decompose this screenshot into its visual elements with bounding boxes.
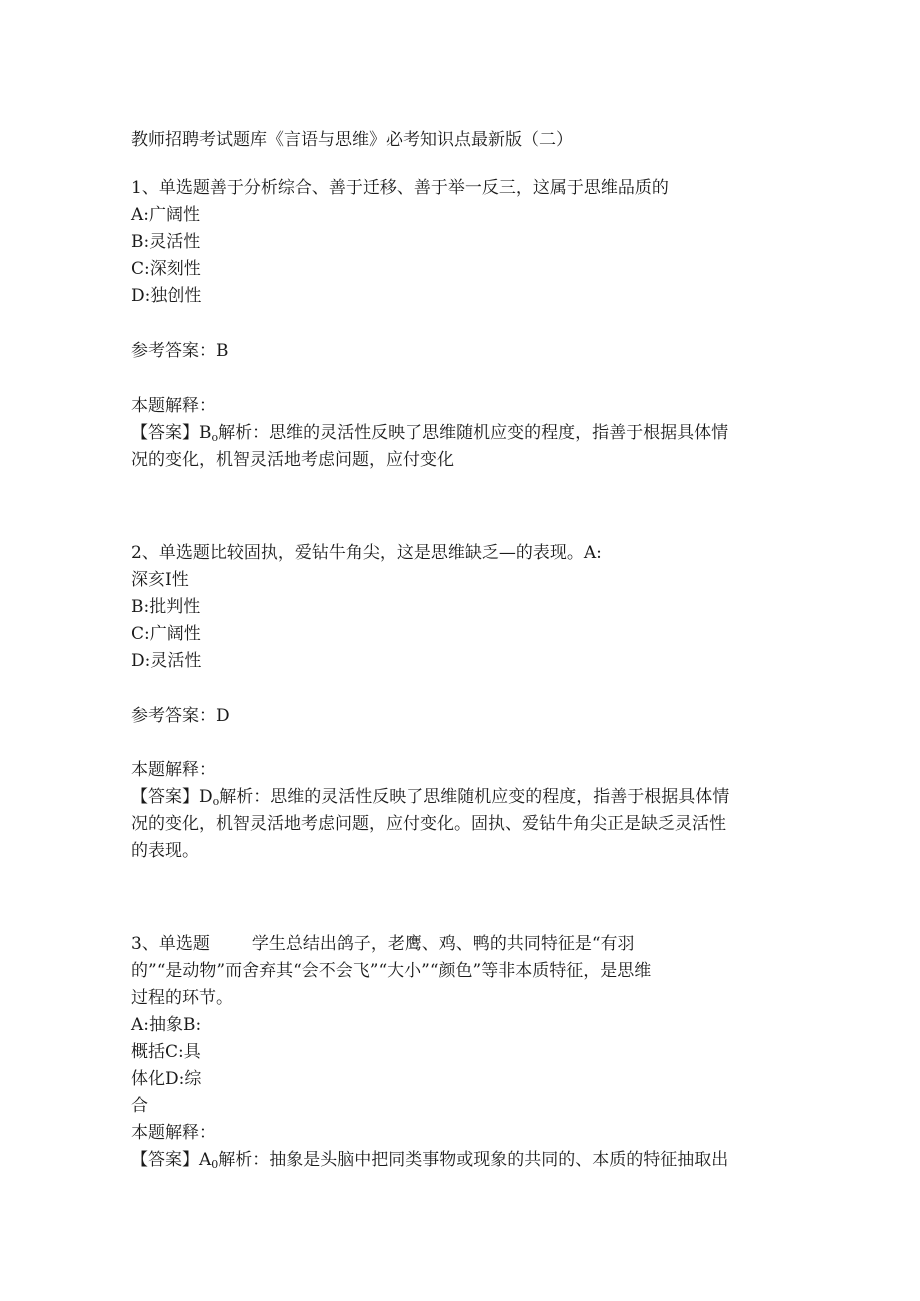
q1-option-a: A:广阔性 bbox=[131, 205, 201, 225]
q3-answer-tag-sub: 0 bbox=[211, 1158, 219, 1171]
q2-option-b: B:批判性 bbox=[131, 597, 201, 617]
q2-answer: 参考答案：D bbox=[131, 706, 230, 726]
q1-explain-line-2: 况的变化，机智灵活地考虑问题，应付变化 bbox=[131, 450, 454, 470]
q3-stem-head: 3、单选题 bbox=[131, 934, 210, 954]
q3-stem-line-1 bbox=[131, 933, 635, 955]
q1-explain-line-1 bbox=[131, 422, 728, 444]
q2-explain-line-3: 的表现。 bbox=[131, 841, 199, 861]
q2-answer-tag: 【答案】D bbox=[131, 787, 213, 807]
q2-stem-line-1: 2、单选题比较固执，爱钻牛角尖，这是思维缺乏—的表现。A: bbox=[131, 543, 602, 563]
q3-options-line-3: 体化D:综 bbox=[131, 1069, 202, 1089]
q2-explain-line-1 bbox=[131, 786, 729, 808]
q3-stem-line-3: 过程的环节。 bbox=[131, 988, 233, 1008]
q1-option-b: B:灵活性 bbox=[131, 232, 201, 252]
q3-explain-text-1: 解析：抽象是头脑中把同类事物或现象的共同的、本质的特征抽取出 bbox=[218, 1150, 729, 1170]
q3-stem-text-1: 学生总结出鸽子，老鹰、鸡、鸭的共同特征是“有羽 bbox=[251, 934, 635, 954]
q1-answer-tag: 【答案】B bbox=[131, 423, 212, 443]
q3-explain-line-1 bbox=[131, 1149, 728, 1171]
q1-option-d: D:独创性 bbox=[131, 286, 202, 306]
q2-explain-text-1: 解析：思维的灵活性反映了思维随机应变的程度，指善于根据具体情 bbox=[219, 787, 730, 807]
q2-answer-tag-sub: o bbox=[212, 795, 220, 808]
q2-option-d: D:灵活性 bbox=[131, 651, 202, 671]
q2-explain-line-2: 况的变化，机智灵活地考虑问题，应付变化。固执、爱钻牛角尖正是缺乏灵活性 bbox=[131, 814, 726, 834]
document-title: 教师招聘考试题库《言语与思维》必考知识点最新版（二） bbox=[131, 130, 573, 150]
q3-options-line-4: 合 bbox=[131, 1096, 148, 1116]
q1-stem: 1、单选题善于分析综合、善于迁移、善于举一反三，这属于思维品质的 bbox=[131, 178, 669, 198]
q3-explain-label: 本题解释： bbox=[131, 1123, 216, 1143]
q2-stem-line-2: 深亥I性 bbox=[131, 570, 189, 590]
q1-option-c: C:深刻性 bbox=[131, 259, 201, 279]
q2-explain-label: 本题解释： bbox=[131, 760, 216, 780]
q3-stem-line-2: 的”“是动物”而舍弃其“会不会飞”“大小”“颜色”等非本质特征，是思维 bbox=[131, 961, 652, 981]
q2-option-c: C:广阔性 bbox=[131, 624, 201, 644]
q3-options-line-2: 概括C:具 bbox=[131, 1042, 201, 1062]
q1-answer: 参考答案：B bbox=[131, 341, 229, 361]
q3-options-line-1: A:抽象B: bbox=[131, 1015, 202, 1035]
q1-explain-text-1: 解析：思维的灵活性反映了思维随机应变的程度，指善于根据具体情 bbox=[218, 423, 729, 443]
q1-explain-label: 本题解释： bbox=[131, 396, 216, 416]
q3-answer-tag: 【答案】A bbox=[131, 1150, 212, 1170]
q1-answer-tag-sub: o bbox=[211, 431, 219, 444]
